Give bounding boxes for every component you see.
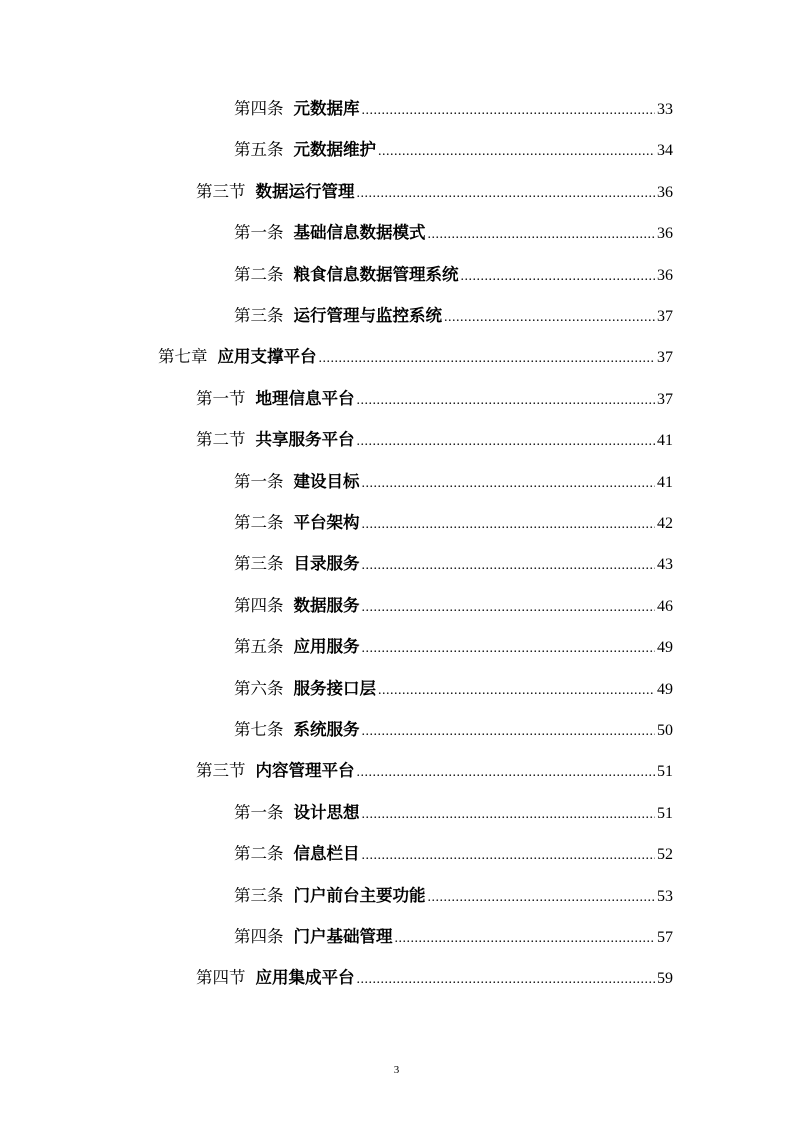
toc-entry-label: 第三条 — [234, 554, 284, 574]
toc-dot-leader — [362, 796, 656, 834]
toc-entry-page-number: 37 — [657, 390, 673, 408]
toc-entry-title: 内容管理平台 — [255, 761, 355, 781]
toc-entry[interactable] — [196, 173, 673, 211]
toc-dot-leader — [428, 879, 656, 917]
toc-entry[interactable] — [158, 338, 673, 376]
toc-dot-leader — [362, 547, 656, 585]
toc-entry-label: 第六条 — [234, 678, 284, 698]
toc-entry-title: 基础信息数据模式 — [293, 223, 426, 243]
toc-entry-label: 第一条 — [234, 471, 284, 491]
toc-entry-page-number: 43 — [657, 556, 673, 574]
toc-entry-page-number: 57 — [657, 929, 673, 946]
toc-entry-label: 第二条 — [234, 844, 284, 864]
toc-entry-title: 应用服务 — [293, 637, 360, 657]
toc-entry-title: 应用支撑平台 — [217, 347, 317, 367]
toc-entry-page-number: 41 — [657, 473, 673, 491]
toc-entry-title: 设计思想 — [293, 802, 360, 822]
toc-entry-title: 门户基础管理 — [293, 927, 393, 946]
toc-entry-title: 数据服务 — [293, 595, 360, 615]
toc-dot-leader — [362, 837, 656, 875]
toc-dot-leader — [362, 92, 656, 130]
toc-entry-page-number: 53 — [657, 887, 673, 905]
toc-dot-leader — [357, 175, 656, 213]
toc-entry-label: 第四条 — [234, 99, 284, 118]
toc-entry-label: 第五条 — [234, 140, 284, 160]
toc-entry-label: 第二节 — [196, 430, 246, 450]
page-number: 3 — [393, 1064, 400, 1076]
toc-entry-page-number: 37 — [657, 308, 673, 325]
toc-entry[interactable] — [234, 131, 673, 169]
toc-entry-label: 第三条 — [234, 306, 284, 325]
toc-dot-leader — [357, 961, 656, 999]
toc-entry-title: 门户前台主要功能 — [293, 885, 426, 905]
toc-entry[interactable] — [234, 297, 673, 335]
toc-entry-page-number: 50 — [657, 722, 673, 739]
toc-entry-title: 服务接口层 — [293, 678, 376, 698]
toc-entry-title: 地理信息平台 — [255, 388, 355, 408]
toc-entry-title: 目录服务 — [293, 554, 360, 574]
toc-entry[interactable] — [196, 380, 673, 418]
toc-entry-title: 平台架构 — [293, 513, 360, 532]
toc-dot-leader — [378, 672, 655, 710]
toc-entry[interactable] — [234, 711, 673, 749]
toc-entry[interactable] — [234, 463, 673, 501]
toc-entry-label: 第四条 — [234, 927, 284, 946]
toc-dot-leader — [362, 713, 656, 751]
toc-entry[interactable] — [234, 256, 673, 294]
toc-dot-leader — [378, 133, 655, 171]
toc-entry[interactable] — [234, 628, 673, 666]
toc-entry-title: 数据运行管理 — [255, 181, 355, 201]
toc-entry-label: 第一节 — [196, 388, 246, 408]
toc-entry[interactable] — [234, 670, 673, 708]
toc-entry-page-number: 46 — [657, 597, 673, 615]
toc-entry-page-number: 59 — [657, 970, 673, 988]
toc-entry[interactable] — [196, 959, 673, 997]
toc-entry-label: 第一条 — [234, 223, 284, 243]
toc-dot-leader — [428, 216, 656, 254]
toc-entry-label: 第四条 — [234, 595, 284, 615]
toc-entry[interactable] — [234, 90, 673, 128]
toc-dot-leader — [444, 299, 655, 337]
toc-entry-label: 第三节 — [196, 181, 246, 201]
toc-entry-label: 第七条 — [234, 720, 284, 739]
toc-entry-label: 第二条 — [234, 513, 284, 532]
toc-entry[interactable] — [234, 214, 673, 252]
toc-entry[interactable] — [234, 835, 673, 873]
toc-entry-title: 运行管理与监控系统 — [293, 306, 442, 325]
toc-dot-leader — [362, 630, 656, 668]
toc-entry-title: 系统服务 — [293, 720, 360, 739]
toc-entry-page-number: 36 — [657, 225, 673, 243]
toc-entry-title: 粮食信息数据管理系统 — [293, 264, 459, 284]
toc-entry[interactable] — [234, 587, 673, 625]
toc-dot-leader — [362, 506, 656, 544]
toc-dot-leader — [357, 423, 656, 461]
toc-entry[interactable] — [234, 877, 673, 915]
toc-dot-leader — [319, 340, 656, 378]
toc-dot-leader — [362, 589, 656, 627]
toc-dot-leader — [362, 465, 656, 503]
toc-dot-leader — [357, 754, 656, 792]
table-of-contents — [0, 90, 793, 1010]
toc-entry-page-number: 33 — [657, 101, 673, 118]
toc-entry-page-number: 36 — [657, 183, 673, 201]
toc-entry-title: 建设目标 — [293, 471, 360, 491]
toc-entry-title: 共享服务平台 — [255, 430, 355, 450]
toc-entry[interactable] — [234, 918, 673, 956]
toc-entry-label: 第五条 — [234, 637, 284, 657]
toc-entry-page-number: 37 — [657, 349, 673, 367]
toc-entry-page-number: 52 — [657, 846, 673, 864]
toc-entry-label: 第一条 — [234, 802, 284, 822]
toc-entry-page-number: 51 — [657, 804, 673, 822]
toc-entry[interactable] — [234, 545, 673, 583]
toc-entry-label: 第三条 — [234, 885, 284, 905]
toc-dot-leader — [395, 920, 656, 958]
toc-entry-page-number: 41 — [657, 432, 673, 450]
toc-entry-page-number: 34 — [657, 142, 673, 160]
toc-entry-page-number: 36 — [657, 266, 673, 284]
toc-entry-title: 应用集成平台 — [255, 968, 355, 988]
toc-entry-title: 信息栏目 — [293, 844, 360, 864]
toc-dot-leader — [357, 382, 656, 420]
toc-entry-page-number: 51 — [657, 763, 673, 781]
toc-entry-label: 第四节 — [196, 968, 246, 988]
toc-entry[interactable] — [234, 504, 673, 542]
toc-entry-page-number: 42 — [657, 515, 673, 532]
toc-entry[interactable] — [196, 752, 673, 790]
toc-entry-label: 第七章 — [158, 347, 208, 367]
toc-dot-leader — [461, 258, 656, 296]
toc-entry-label: 第三节 — [196, 761, 246, 781]
toc-entry-page-number: 49 — [657, 680, 673, 698]
toc-entry-title: 元数据维护 — [293, 140, 376, 160]
toc-entry-title: 元数据库 — [293, 99, 360, 118]
toc-entry[interactable] — [234, 794, 673, 832]
toc-entry-page-number: 49 — [657, 639, 673, 657]
toc-entry-label: 第二条 — [234, 264, 284, 284]
toc-entry[interactable] — [196, 421, 673, 459]
